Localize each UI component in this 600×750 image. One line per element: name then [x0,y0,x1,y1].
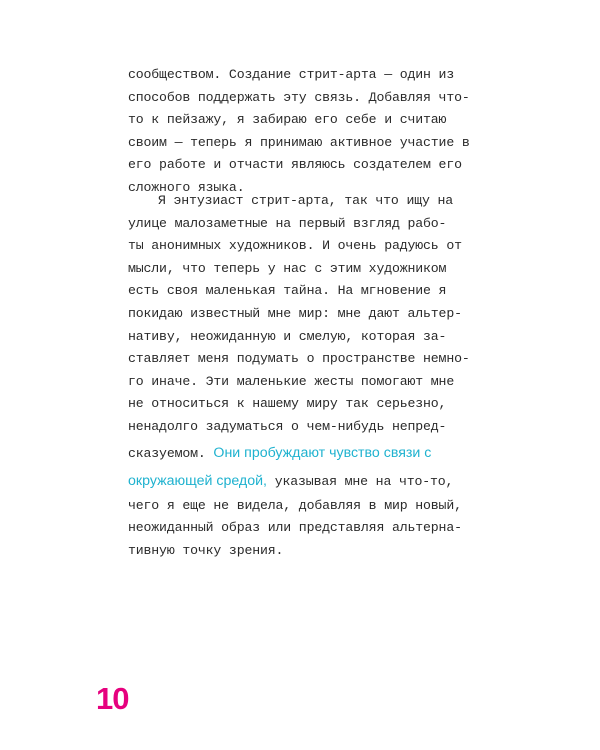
text-line: нативу, неожиданную и смелую, которая за- [128,328,447,344]
text-line: покидаю известный мне мир: мне дают альтер- [128,305,462,321]
text-line: ненадолго задуматься о чем-нибудь непред- [128,418,447,434]
text-line: не относиться к нашему миру так серьезно, [128,396,447,412]
text-line: есть своя маленькая тайна. На мгновение я [128,283,447,299]
text-line: ты анонимных художников. И очень радуюсь от [128,238,462,254]
text-line [128,439,488,467]
text-line: го иначе. Эти маленькие жесты помогают мне [128,373,455,389]
text-line [128,467,488,495]
page-number: 10 [96,681,129,716]
text-line-content: сказуемом. [128,445,206,461]
paragraph-1 [128,64,488,200]
text-line: сложного языка. [128,179,245,195]
text-line: то к пейзажу, я забираю его себе и считаю [128,112,447,128]
text-line: способов поддержать эту связь. Добавляя что- [128,89,470,105]
text-line: чего я еще не видела, добавляя в мир новый, [128,497,462,513]
text-line-content: Я энтузиаст стрит-арта, так что ищу на [158,193,454,208]
text-line-content: указывая мне на что-то, [266,473,454,489]
text-line: сообществом. Создание стрит-арта — один из [128,67,455,82]
text-line [128,190,488,213]
highlight-phrase: Они пробуждают чувство связи с [213,444,432,461]
highlight-phrase: окружающей средой, [128,472,267,489]
text-line: улице малозаметные на первый взгляд рабо- [128,215,447,231]
text-line: мысли, что теперь у нас с этим художником [128,260,447,276]
text-line: ставляет меня подумать о пространстве немно- [128,351,470,367]
text-line: его работе и отчасти являюсь создателем его [128,157,462,173]
text-line: неожиданный образ или представляя альтерна- [128,520,462,536]
text-line: своим — теперь я принимаю активное участие в [128,134,470,150]
text-line: тивную точку зрения. [128,542,284,558]
paragraph-2 [128,190,488,562]
